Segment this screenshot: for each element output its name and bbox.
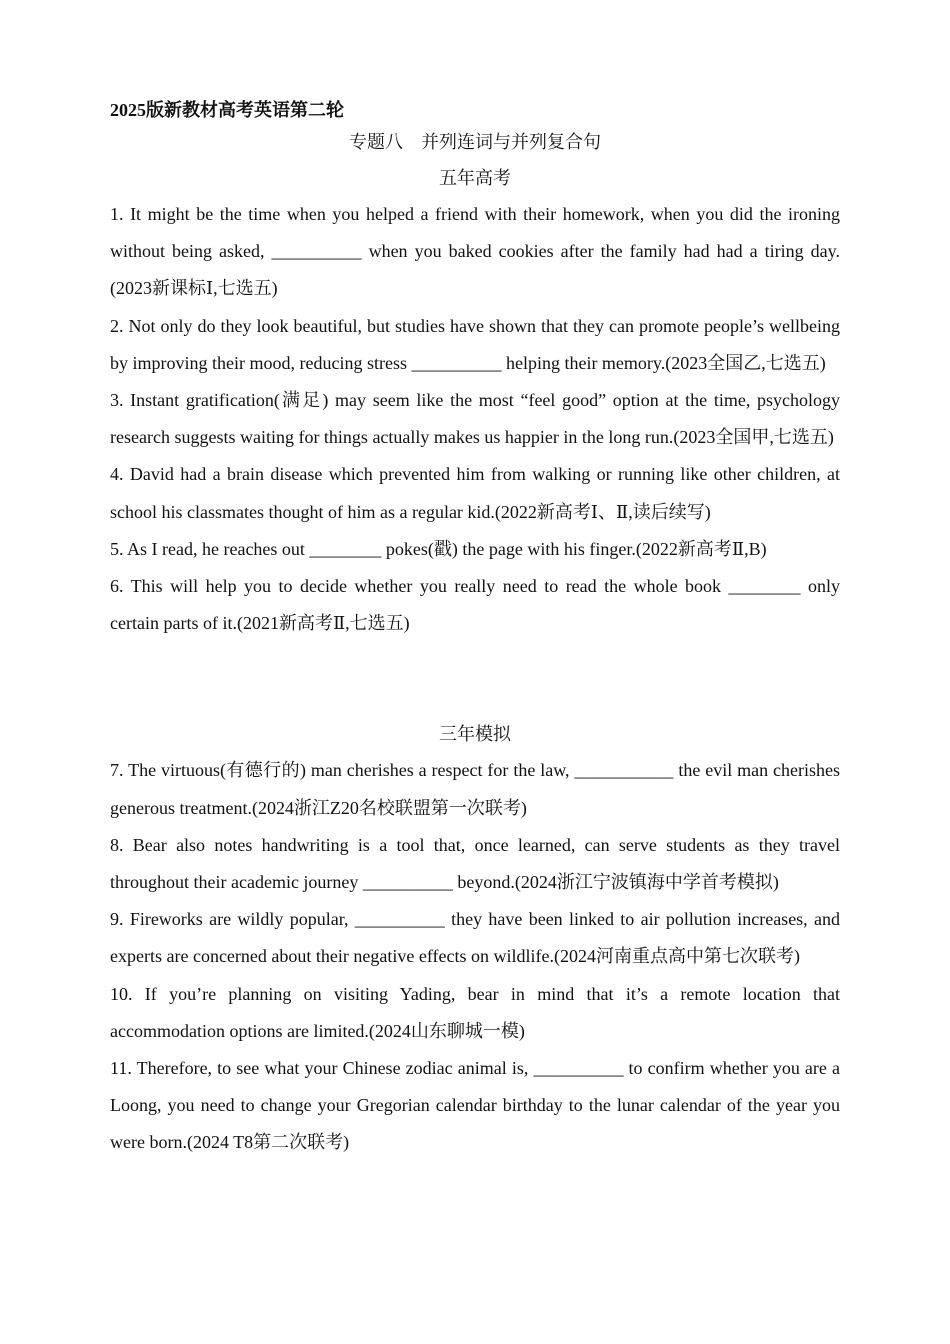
topic-heading: 专题八 并列连词与并列复合句 (349, 132, 601, 152)
question-8: 8. Bear also notes handwriting is a tool that, once learned, can serve students as they travel throughout their academic journey __________ beyond.(2024浙江宁波镇海中学首考模拟) (110, 834, 840, 893)
section-heading-three-years: 三年模拟 (439, 724, 511, 745)
question-10: 10. If you’re planning on visiting Yading, bear in mind that it’s a remote location that accommodation options are limited.(2024山东聊城一模) (110, 983, 840, 1041)
question-11: 11. Therefore, to see what your Chinese zodiac animal is, __________ to confirm whether you are a Loong, you need to change your Gregorian calendar birthday to the lunar calendar of the year you were born.(2024 T8第二次联考) (110, 1058, 840, 1153)
section-heading-five-years: 五年高考 (439, 168, 511, 188)
question-1: 1. It might be the time when you helped a friend with their homework, when you did the ironing without being asked, __________ when you baked cookies after the family had had a tiring day.(2023新课标Ⅰ,七选五) (110, 204, 840, 299)
question-2: 2. Not only do they look beautiful, but studies have shown that they can promote people’s wellbeing by improving their mood, reducing stress __________ helping their memory.(2023全国乙,七选五) (110, 315, 840, 373)
question-9: 9. Fireworks are wildly popular, __________ they have been linked to air pollution increases, and experts are concerned about their negative effects on wildlife.(2024河南重点高中第七次联考) (110, 909, 840, 967)
question-7: 7. The virtuous(有德行的) man cherishes a respect for the law, ___________ the evil man cherishes generous treatment.(2024浙江Z20名校联盟第一次联考) (110, 760, 840, 818)
question-4: 4. David had a brain disease which prevented him from walking or running like other children, at school his classmates thought of him as a regular kid.(2022新高考Ⅰ、Ⅱ,读后续写) (110, 464, 840, 522)
document-page (110, 96, 840, 1162)
document-title: 2025版新教材高考英语第二轮 (110, 100, 344, 120)
question-6: 6. This will help you to decide whether you really need to read the whole book ________ only certain parts of it.(2021新高考Ⅱ,七选五) (110, 576, 840, 634)
section-spacer (110, 642, 840, 716)
question-5: 5. As I read, he reaches out ________ pokes(戳) the page with his finger.(2022新高考Ⅱ,B) (110, 538, 767, 559)
question-3: 3. Instant gratification(满足) may seem like the most “feel good” option at the time, psychology research suggests waiting for things actually makes us happier in the long run.(2023全国甲,七选五) (110, 390, 840, 448)
